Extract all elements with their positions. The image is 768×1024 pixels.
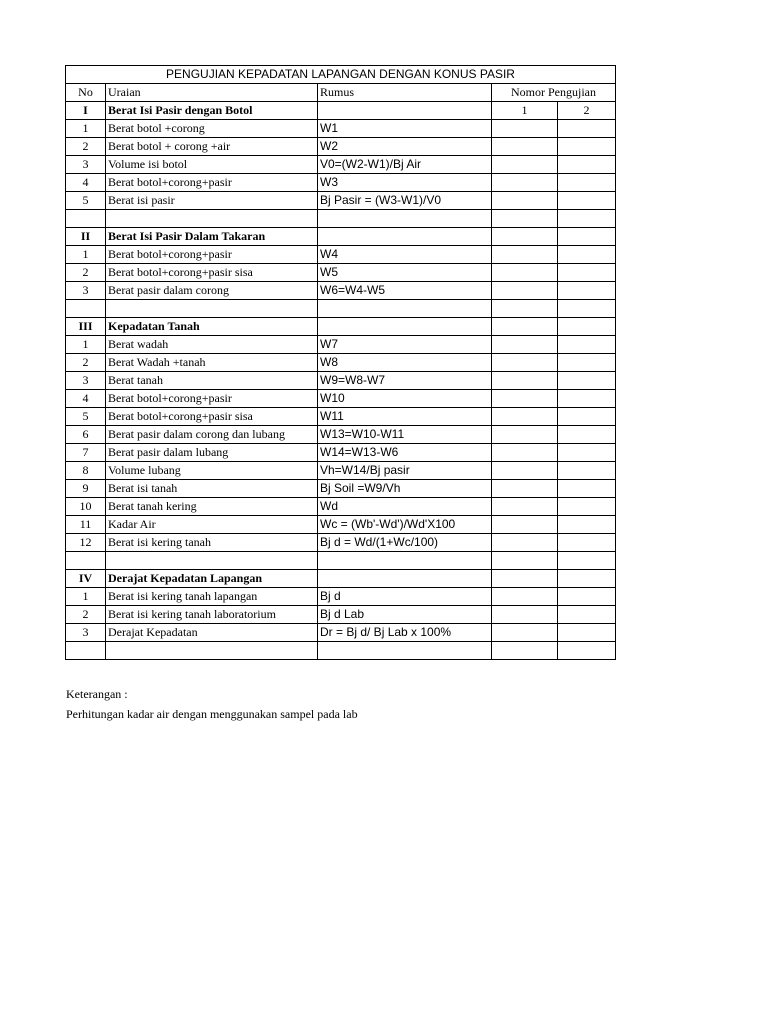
table-row <box>66 120 616 138</box>
value-cell <box>492 534 558 552</box>
value-cell <box>558 192 616 210</box>
row-rumus: Bj Soil =W9/Vh <box>318 480 492 498</box>
test-number-2: 2 <box>558 102 616 120</box>
row-number: 1 <box>66 336 106 354</box>
row-rumus: Bj d Lab <box>318 606 492 624</box>
empty-cell <box>558 642 616 660</box>
row-rumus: V0=(W2-W1)/Bj Air <box>318 156 492 174</box>
row-uraian: Berat botol +corong <box>106 120 318 138</box>
value-cell <box>558 120 616 138</box>
row-rumus: W10 <box>318 390 492 408</box>
value-cell <box>558 588 616 606</box>
row-number: 7 <box>66 444 106 462</box>
value-cell <box>492 336 558 354</box>
row-number: 4 <box>66 174 106 192</box>
value-cell <box>558 408 616 426</box>
table-row <box>66 246 616 264</box>
value-cell <box>558 264 616 282</box>
row-uraian: Berat isi kering tanah <box>106 534 318 552</box>
value-cell <box>492 354 558 372</box>
row-number: 2 <box>66 606 106 624</box>
row-uraian: Berat isi pasir <box>106 192 318 210</box>
value-cell <box>492 462 558 480</box>
row-rumus: W1 <box>318 120 492 138</box>
empty-cell <box>492 642 558 660</box>
value-cell <box>492 516 558 534</box>
empty-cell <box>66 210 106 228</box>
value-cell <box>492 588 558 606</box>
section-title: Berat Isi Pasir Dalam Takaran <box>106 228 318 246</box>
row-number: 1 <box>66 120 106 138</box>
empty-cell <box>492 300 558 318</box>
row-uraian: Berat tanah kering <box>106 498 318 516</box>
table-row <box>66 588 616 606</box>
row-rumus: Bj Pasir = (W3-W1)/V0 <box>318 192 492 210</box>
row-rumus: Dr = Bj d/ Bj Lab x 100% <box>318 624 492 642</box>
section-row <box>66 228 616 246</box>
value-cell <box>558 498 616 516</box>
row-number: 2 <box>66 138 106 156</box>
row-rumus: Bj d <box>318 588 492 606</box>
value-cell <box>558 354 616 372</box>
table-row <box>66 426 616 444</box>
row-rumus: W2 <box>318 138 492 156</box>
test-table <box>65 65 616 660</box>
row-rumus: W11 <box>318 408 492 426</box>
value-cell <box>492 372 558 390</box>
table-row <box>66 282 616 300</box>
value-cell <box>558 246 616 264</box>
empty-cell <box>318 552 492 570</box>
value-cell <box>492 192 558 210</box>
header-row <box>66 84 616 102</box>
section-title: Derajat Kepadatan Lapangan <box>106 570 318 588</box>
section-title: Berat Isi Pasir dengan Botol <box>106 102 318 120</box>
notes-text: Perhitungan kadar air dengan menggunakan sampel pada lab <box>66 707 358 721</box>
test-number-1: 1 <box>492 102 558 120</box>
value-cell <box>558 426 616 444</box>
value-cell <box>492 390 558 408</box>
row-uraian: Berat isi kering tanah lapangan <box>106 588 318 606</box>
value-cell <box>492 138 558 156</box>
table-row <box>66 534 616 552</box>
table-row <box>66 516 616 534</box>
table-row <box>66 624 616 642</box>
row-rumus: Wd <box>318 498 492 516</box>
table-row <box>66 174 616 192</box>
table-row <box>66 138 616 156</box>
row-uraian: Berat botol + corong +air <box>106 138 318 156</box>
row-number: 3 <box>66 156 106 174</box>
row-rumus: W6=W4-W5 <box>318 282 492 300</box>
row-uraian: Berat botol+corong+pasir <box>106 246 318 264</box>
empty-cell <box>66 642 106 660</box>
empty-cell <box>66 300 106 318</box>
row-number: 8 <box>66 462 106 480</box>
row-uraian: Berat pasir dalam corong <box>106 282 318 300</box>
row-number: 11 <box>66 516 106 534</box>
row-rumus: W4 <box>318 246 492 264</box>
table-row <box>66 354 616 372</box>
header-rumus: Rumus <box>318 84 492 102</box>
row-rumus: W5 <box>318 264 492 282</box>
table-row <box>66 480 616 498</box>
row-rumus: Vh=W14/Bj pasir <box>318 462 492 480</box>
empty-cell <box>492 210 558 228</box>
row-uraian: Berat botol+corong+pasir <box>106 174 318 192</box>
header-nomor-pengujian: Nomor Pengujian <box>492 84 616 102</box>
section-number: II <box>66 228 106 246</box>
row-uraian: Berat botol+corong+pasir sisa <box>106 408 318 426</box>
value-cell <box>492 606 558 624</box>
table-row <box>66 444 616 462</box>
row-rumus: Wc = (Wb'-Wd')/Wd'X100 <box>318 516 492 534</box>
section-number: I <box>66 102 106 120</box>
row-rumus: W13=W10-W11 <box>318 426 492 444</box>
empty-cell <box>318 210 492 228</box>
value-cell <box>492 624 558 642</box>
row-uraian: Berat pasir dalam corong dan lubang <box>106 426 318 444</box>
blank-row <box>66 210 616 228</box>
value-cell <box>492 318 558 336</box>
row-uraian: Berat wadah <box>106 336 318 354</box>
row-number: 5 <box>66 192 106 210</box>
value-cell <box>492 408 558 426</box>
value-cell <box>558 372 616 390</box>
value-cell <box>492 570 558 588</box>
table-row <box>66 156 616 174</box>
value-cell <box>492 498 558 516</box>
row-rumus: Bj d = Wd/(1+Wc/100) <box>318 534 492 552</box>
row-uraian: Volume lubang <box>106 462 318 480</box>
value-cell <box>558 444 616 462</box>
empty-cell <box>492 552 558 570</box>
row-uraian: Berat isi kering tanah laboratorium <box>106 606 318 624</box>
section-title: Kepadatan Tanah <box>106 318 318 336</box>
rumus-cell <box>318 318 492 336</box>
row-number: 1 <box>66 588 106 606</box>
section-row <box>66 570 616 588</box>
value-cell <box>558 174 616 192</box>
value-cell <box>558 156 616 174</box>
value-cell <box>492 264 558 282</box>
empty-cell <box>106 300 318 318</box>
table-row <box>66 498 616 516</box>
empty-cell <box>318 642 492 660</box>
blank-row <box>66 300 616 318</box>
table-row <box>66 606 616 624</box>
value-cell <box>558 480 616 498</box>
section-number: IV <box>66 570 106 588</box>
value-cell <box>492 282 558 300</box>
row-number: 3 <box>66 372 106 390</box>
row-number: 3 <box>66 624 106 642</box>
table-row <box>66 264 616 282</box>
notes-label: Keterangan : <box>66 687 128 701</box>
empty-cell <box>66 552 106 570</box>
section-row <box>66 318 616 336</box>
value-cell <box>558 390 616 408</box>
value-cell <box>558 606 616 624</box>
row-number: 4 <box>66 390 106 408</box>
row-number: 1 <box>66 246 106 264</box>
value-cell <box>558 516 616 534</box>
row-uraian: Berat botol+corong+pasir <box>106 390 318 408</box>
table-title: PENGUJIAN KEPADATAN LAPANGAN DENGAN KONUS PASIR <box>66 66 616 84</box>
row-number: 2 <box>66 354 106 372</box>
empty-cell <box>106 642 318 660</box>
row-uraian: Kadar Air <box>106 516 318 534</box>
empty-cell <box>318 300 492 318</box>
row-uraian: Berat isi tanah <box>106 480 318 498</box>
table-row <box>66 336 616 354</box>
row-uraian: Derajat Kepadatan <box>106 624 318 642</box>
blank-row <box>66 642 616 660</box>
row-number: 3 <box>66 282 106 300</box>
row-number: 12 <box>66 534 106 552</box>
empty-cell <box>558 300 616 318</box>
section-number: III <box>66 318 106 336</box>
empty-cell <box>558 552 616 570</box>
row-number: 6 <box>66 426 106 444</box>
value-cell <box>492 426 558 444</box>
value-cell <box>558 228 616 246</box>
rumus-cell <box>318 102 492 120</box>
value-cell <box>492 480 558 498</box>
table-row <box>66 408 616 426</box>
row-rumus: W3 <box>318 174 492 192</box>
row-uraian: Berat botol+corong+pasir sisa <box>106 264 318 282</box>
value-cell <box>492 246 558 264</box>
header-no: No <box>66 84 106 102</box>
row-uraian: Berat pasir dalam lubang <box>106 444 318 462</box>
blank-row <box>66 552 616 570</box>
value-cell <box>492 174 558 192</box>
table-row <box>66 192 616 210</box>
row-rumus: W8 <box>318 354 492 372</box>
row-rumus: W7 <box>318 336 492 354</box>
value-cell <box>558 138 616 156</box>
row-number: 2 <box>66 264 106 282</box>
row-number: 5 <box>66 408 106 426</box>
value-cell <box>558 318 616 336</box>
rumus-cell <box>318 228 492 246</box>
row-rumus: W14=W13-W6 <box>318 444 492 462</box>
empty-cell <box>106 552 318 570</box>
value-cell <box>492 444 558 462</box>
table-row <box>66 390 616 408</box>
value-cell <box>492 120 558 138</box>
rumus-cell <box>318 570 492 588</box>
section-row <box>66 102 616 120</box>
value-cell <box>558 624 616 642</box>
row-rumus: W9=W8-W7 <box>318 372 492 390</box>
title-row <box>66 66 616 84</box>
value-cell <box>558 570 616 588</box>
value-cell <box>492 156 558 174</box>
empty-cell <box>106 210 318 228</box>
table-row <box>66 462 616 480</box>
empty-cell <box>558 210 616 228</box>
value-cell <box>558 282 616 300</box>
value-cell <box>558 534 616 552</box>
row-uraian: Berat Wadah +tanah <box>106 354 318 372</box>
row-uraian: Volume isi botol <box>106 156 318 174</box>
row-number: 9 <box>66 480 106 498</box>
row-number: 10 <box>66 498 106 516</box>
value-cell <box>558 336 616 354</box>
value-cell <box>492 228 558 246</box>
table-row <box>66 372 616 390</box>
value-cell <box>558 462 616 480</box>
row-uraian: Berat tanah <box>106 372 318 390</box>
header-uraian: Uraian <box>106 84 318 102</box>
